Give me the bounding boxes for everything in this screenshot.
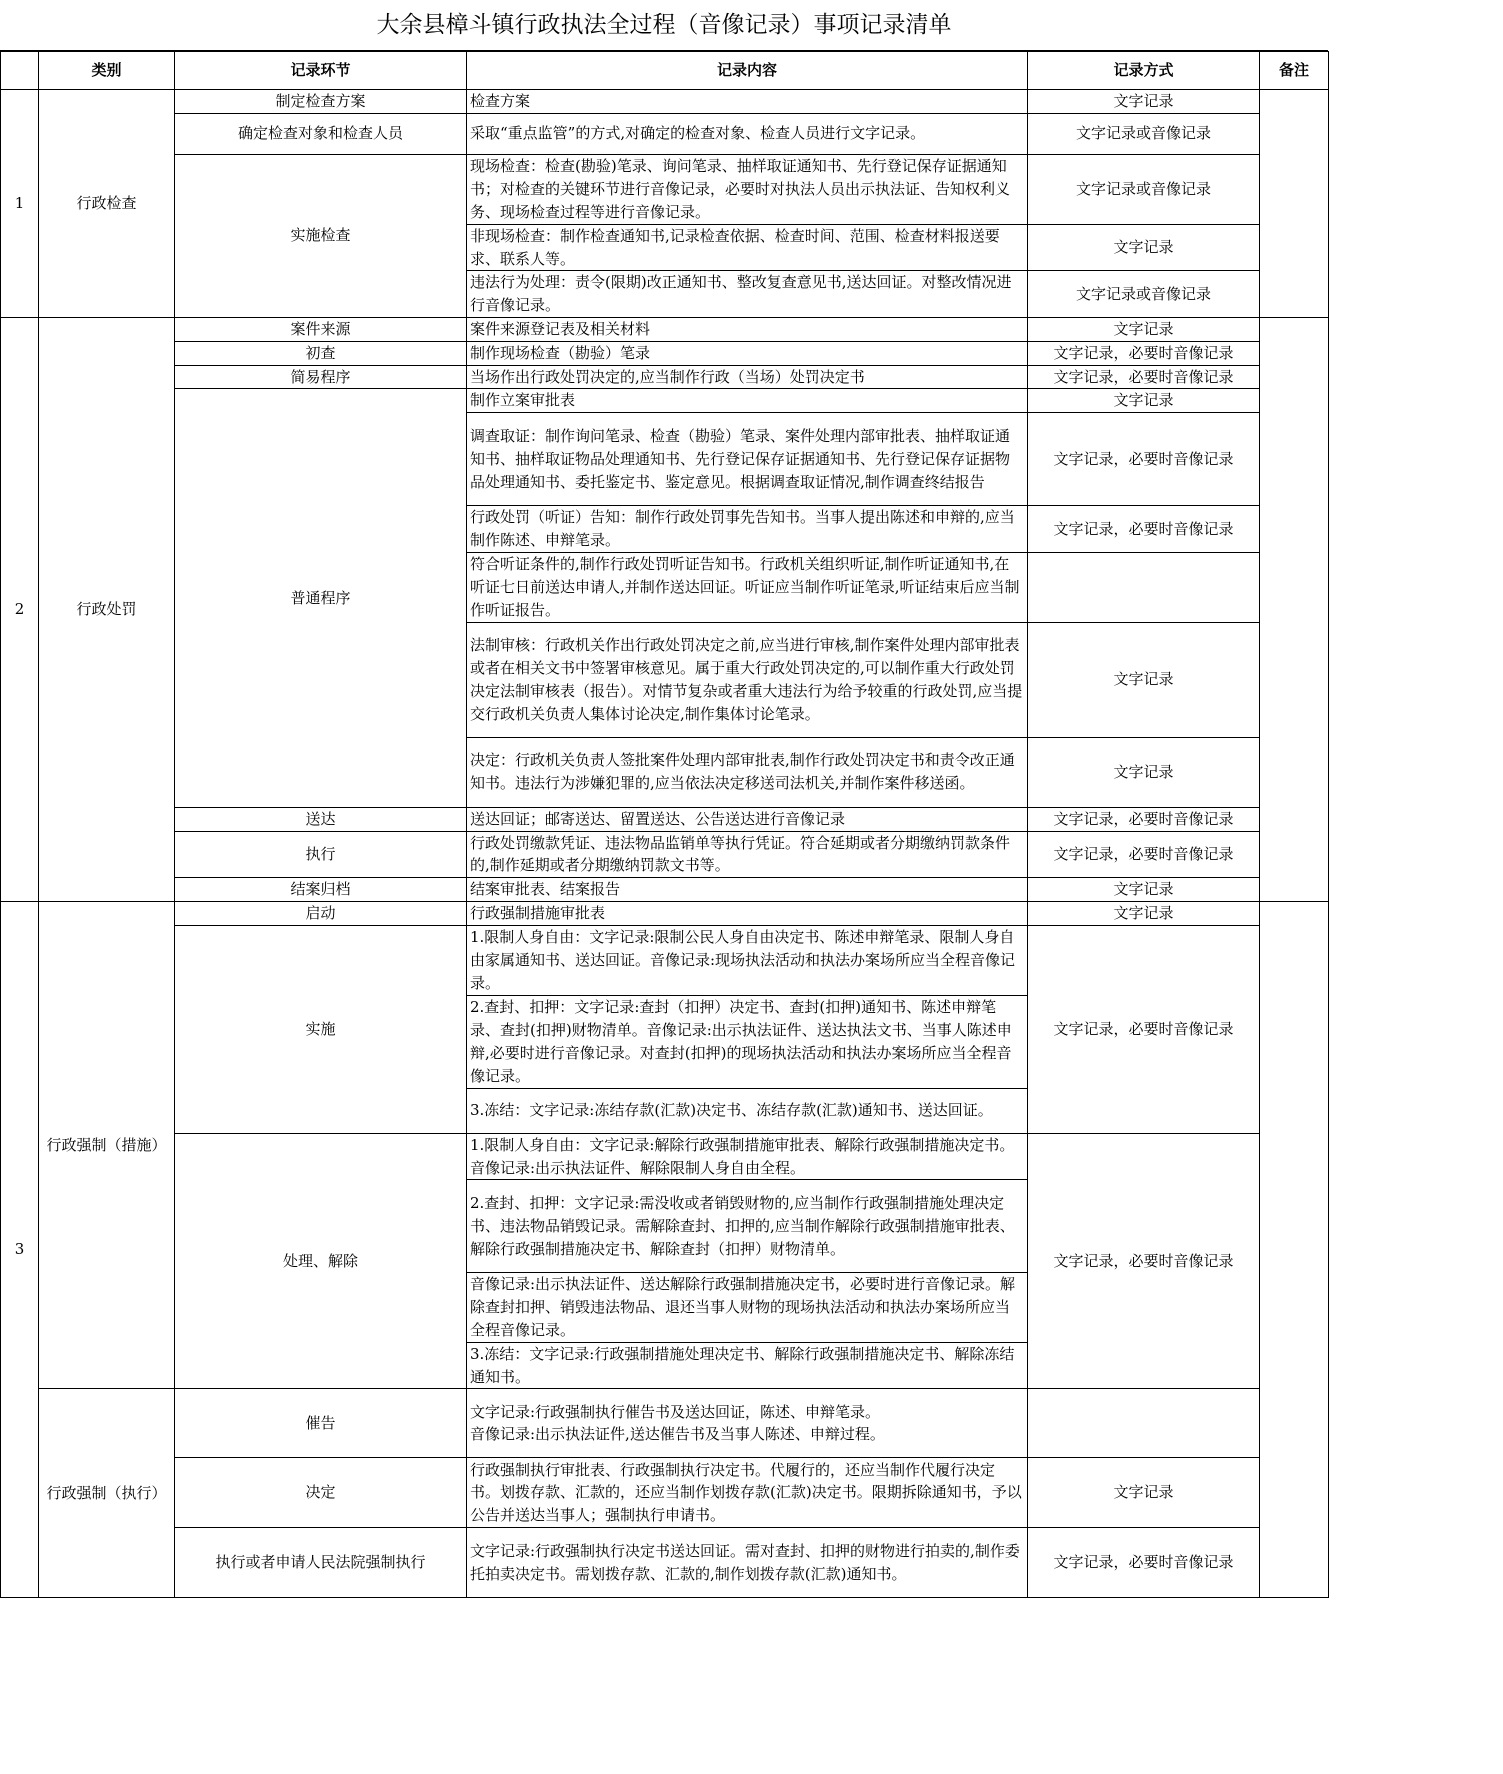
method-cell: 文字记录，必要时音像记录 (1028, 1528, 1260, 1598)
method-cell (1028, 552, 1260, 622)
method-cell: 文字记录 (1028, 901, 1260, 925)
header-stage: 记录环节 (175, 52, 467, 90)
content-cell: 现场检查：检查(勘验)笔录、询问笔录、抽样取证通知书、先行登记保存证据通知书；对检查的关键环节进行音像记录，必要时对执法人员出示执法证、告知权利义务、现场检查过程等进行音像记录。 (467, 154, 1028, 224)
content-line: 音像记录:出示执法证件,送达催告书及当事人陈述、申辩过程。 (470, 1425, 885, 1444)
stage-cell: 实施检查 (175, 154, 467, 317)
content-cell: 3.冻结：文字记录:行政强制措施处理决定书、解除行政强制措施决定书、解除冻结通知书。 (467, 1342, 1028, 1389)
stage-cell: 决定 (175, 1458, 467, 1528)
header-content: 记录内容 (467, 52, 1028, 90)
table-row (1, 1528, 1329, 1598)
content-cell: 违法行为处理：责令(限期)改正通知书、整改复查意见书,送达回证。对整改情况进行音像记录。 (467, 271, 1028, 318)
content-cell: 1.限制人身自由：文字记录:限制公民人身自由决定书、陈述申辩笔录、限制人身自由家属通知书、送达回证。音像记录:现场执法活动和执法办案场所应当全程音像记录。 (467, 925, 1028, 995)
stage-cell: 简易程序 (175, 365, 467, 389)
content-cell: 制作现场检查（勘验）笔录 (467, 341, 1028, 365)
content-cell: 2.查封、扣押：文字记录:需没收或者销毁财物的,应当制作行政强制措施处理决定书、违法物品销毁记录。需解除查封、扣押的,应当制作解除行政强制措施审批表、解除行政强制措施决定书、解除查封（扣押）财物清单。 (467, 1180, 1028, 1273)
row-index: 1 (1, 90, 39, 318)
content-cell: 结案审批表、结案报告 (467, 878, 1028, 902)
content-cell: 行政强制措施审批表 (467, 901, 1028, 925)
method-cell: 文字记录或音像记录 (1028, 154, 1260, 224)
content-cell: 符合听证条件的,制作行政处罚听证告知书。行政机关组织听证,制作听证通知书,在听证七日前送达申请人,并制作送达回证。听证应当制作听证笔录,听证结束后应当制作听证报告。 (467, 552, 1028, 622)
stage-cell: 送达 (175, 807, 467, 831)
table-row (1, 389, 1329, 413)
content-cell: 行政强制执行审批表、行政强制执行决定书。代履行的，还应当制作代履行决定书。划拨存款、汇款的，还应当制作划拨存款(汇款)决定书。限期拆除通知书，予以公告并送达当事人；强制执行申请书。 (467, 1458, 1028, 1528)
content-cell: 检查方案 (467, 90, 1028, 114)
record-list-table (0, 51, 1329, 1598)
stage-cell: 实施 (175, 925, 467, 1133)
row-index: 2 (1, 317, 39, 901)
row-index: 3 (1, 901, 39, 1597)
stage-cell: 执行或者申请人民法院强制执行 (175, 1528, 467, 1598)
content-cell: 1.限制人身自由：文字记录:解除行政强制措施审批表、解除行政强制措施决定书。音像记录:出示执法证件、解除限制人身自由全程。 (467, 1133, 1028, 1180)
method-cell: 文字记录 (1028, 224, 1260, 271)
method-cell: 文字记录 (1028, 389, 1260, 413)
content-cell: 调查取证：制作询问笔录、检查（勘验）笔录、案件处理内部审批表、抽样取证通知书、抽样取证物品处理通知书、先行登记保存证据通知书、先行登记保存证据物品处理通知书、委托鉴定书、鉴定意见。根据调查取证情况,制作调查终结报告 (467, 413, 1028, 506)
remark-cell (1260, 901, 1329, 1597)
content-cell: 送达回证；邮寄送达、留置送达、公告送达进行音像记录 (467, 807, 1028, 831)
content-line: 文字记录:行政强制执行催告书及送达回证，陈述、申辩笔录。 (470, 1402, 881, 1421)
stage-cell: 案件来源 (175, 317, 467, 341)
header-method: 记录方式 (1028, 52, 1260, 90)
content-cell: 制作立案审批表 (467, 389, 1028, 413)
header-remark: 备注 (1260, 52, 1329, 90)
table-row (1, 365, 1329, 389)
table-row (1, 1133, 1329, 1180)
table-row (1, 878, 1329, 902)
page-title: 大余县樟斗镇行政执法全过程（音像记录）事项记录清单 (0, 0, 1328, 51)
method-cell: 文字记录，必要时音像记录 (1028, 365, 1260, 389)
method-cell: 文字记录，必要时音像记录 (1028, 807, 1260, 831)
category-cell: 行政检查 (39, 90, 175, 318)
table-row (1, 341, 1329, 365)
content-cell: 法制审核：行政机关作出行政处罚决定之前,应当进行审核,制作案件处理内部审批表或者在相关文书中签署审核意见。属于重大行政处罚决定的,可以制作重大行政处罚决定法制审核表（报告）。对情节复杂或者重大违法行为给予较重的行政处罚,应当提交行政机关负责人集体讨论决定,制作集体讨论笔录。 (467, 622, 1028, 737)
content-cell: 2.查封、扣押：文字记录:查封（扣押）决定书、查封(扣押)通知书、陈述申辩笔录、查封(扣押)财物清单。音像记录:出示执法证件、送达执法文书、当事人陈述申辩,必要时进行音像记录。对查封(扣押)的现场执法活动和执法办案场所应当全程音像记录。 (467, 995, 1028, 1088)
method-cell: 文字记录 (1028, 878, 1260, 902)
method-cell: 文字记录，必要时音像记录 (1028, 925, 1260, 1133)
content-cell: 案件来源登记表及相关材料 (467, 317, 1028, 341)
header-index (1, 52, 39, 90)
content-cell: 行政处罚缴款凭证、违法物品监销单等执行凭证。符合延期或者分期缴纳罚款条件的,制作延期或者分期缴纳罚款文书等。 (467, 831, 1028, 878)
table-row (1, 154, 1329, 224)
stage-cell: 普通程序 (175, 389, 467, 807)
method-cell (1028, 1389, 1260, 1458)
table-row (1, 807, 1329, 831)
table-row (1, 831, 1329, 878)
stage-cell: 催告 (175, 1389, 467, 1458)
remark-cell (1260, 317, 1329, 901)
content-cell: 音像记录:出示执法证件、送达解除行政强制措施决定书，必要时进行音像记录。解除查封扣押、销毁违法物品、退还当事人财物的现场执法活动和执法办案场所应当全程音像记录。 (467, 1273, 1028, 1342)
stage-cell: 处理、解除 (175, 1133, 467, 1389)
table-row (1, 1458, 1329, 1528)
method-cell: 文字记录，必要时音像记录 (1028, 413, 1260, 506)
method-cell: 文字记录或音像记录 (1028, 271, 1260, 318)
header-row (1, 52, 1329, 90)
category-cell: 行政强制（执行） (39, 1389, 175, 1598)
content-cell: 3.冻结：文字记录:冻结存款(汇款)决定书、冻结存款(汇款)通知书、送达回证。 (467, 1088, 1028, 1133)
table-row (1, 901, 1329, 925)
category-cell: 行政强制（措施） (39, 901, 175, 1388)
method-cell: 文字记录，必要时音像记录 (1028, 1133, 1260, 1389)
table-row (1, 1389, 1329, 1458)
content-cell: 文字记录:行政强制执行决定书送达回证。需对查封、扣押的财物进行拍卖的,制作委托拍卖决定书。需划拨存款、汇款的,制作划拨存款(汇款)通知书。 (467, 1528, 1028, 1598)
method-cell: 文字记录 (1028, 317, 1260, 341)
stage-cell: 初查 (175, 341, 467, 365)
stage-cell: 确定检查对象和检查人员 (175, 113, 467, 154)
method-cell: 文字记录，必要时音像记录 (1028, 341, 1260, 365)
content-cell: 决定：行政机关负责人签批案件处理内部审批表,制作行政处罚决定书和责令改正通知书。违法行为涉嫌犯罪的,应当依法决定移送司法机关,并制作案件移送函。 (467, 737, 1028, 807)
table-row (1, 113, 1329, 154)
header-category: 类别 (39, 52, 175, 90)
method-cell: 文字记录 (1028, 1458, 1260, 1528)
content-cell (467, 1389, 1028, 1458)
method-cell: 文字记录，必要时音像记录 (1028, 506, 1260, 553)
method-cell: 文字记录，必要时音像记录 (1028, 831, 1260, 878)
method-cell: 文字记录 (1028, 90, 1260, 114)
stage-cell: 启动 (175, 901, 467, 925)
stage-cell: 制定检查方案 (175, 90, 467, 114)
method-cell: 文字记录或音像记录 (1028, 113, 1260, 154)
content-cell: 采取“重点监管”的方式,对确定的检查对象、检查人员进行文字记录。 (467, 113, 1028, 154)
content-cell: 行政处罚（听证）告知：制作行政处罚事先告知书。当事人提出陈述和申辩的,应当制作陈述、申辩笔录。 (467, 506, 1028, 553)
method-cell: 文字记录 (1028, 737, 1260, 807)
table-row (1, 317, 1329, 341)
table-row (1, 925, 1329, 995)
method-cell: 文字记录 (1028, 622, 1260, 737)
stage-cell: 结案归档 (175, 878, 467, 902)
remark-cell (1260, 90, 1329, 318)
content-cell: 非现场检查：制作检查通知书,记录检查依据、检查时间、范围、检查材料报送要求、联系人等。 (467, 224, 1028, 271)
content-cell: 当场作出行政处罚决定的,应当制作行政（当场）处罚决定书 (467, 365, 1028, 389)
stage-cell: 执行 (175, 831, 467, 878)
table-row (1, 90, 1329, 114)
category-cell: 行政处罚 (39, 317, 175, 901)
